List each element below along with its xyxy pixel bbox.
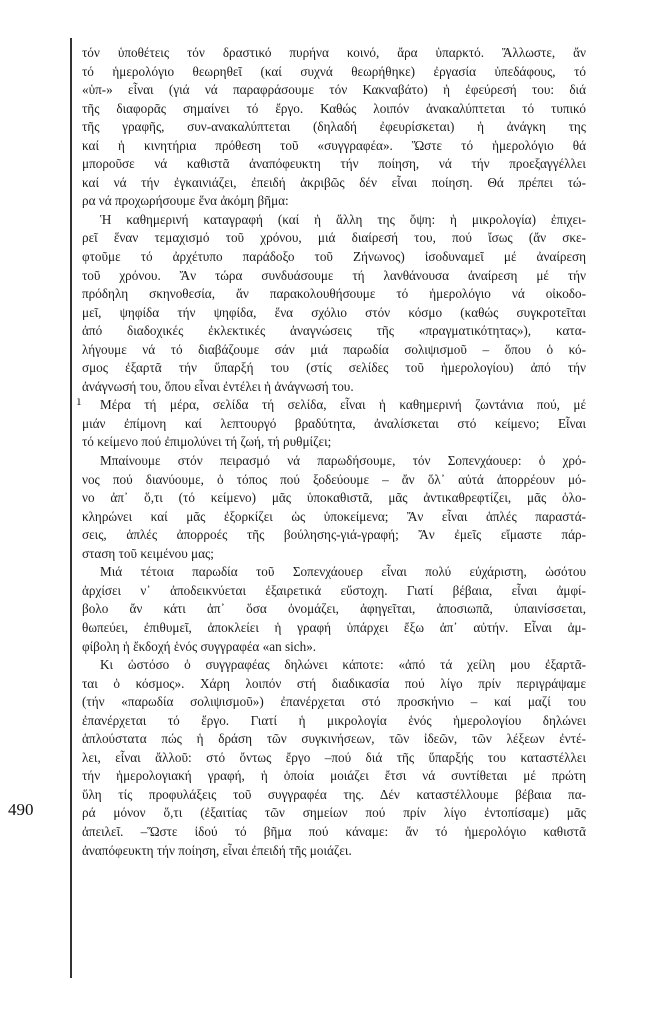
text-line: τό κείμενο πού ἐπιμολύνει τή ζωή, τή ρυθμίζει; (82, 434, 332, 450)
text-line: σταση τοῦ κειμένου μας; (82, 545, 214, 561)
text-line: Μιά τέτοια παρωδία τοῦ Σοπενχάουερ εἶναι πολύ εὐχάριστη, ὡσότου (100, 564, 586, 580)
text-line: λήγουμε νά τό διαβάζουμε σάν μιά παρωδία σολιψισμοῦ – ὅπου ὁ κό- (82, 341, 586, 357)
text-line: μεῖ, ψηφίδα τήν ψηφίδα, ἕνα σχόλιο στόν κόσμο (καθώς συγκροτεῖται (82, 304, 586, 320)
text-line: «ὑπ-» εἶναι (γιά νά παραφράσουμε τόν Κακναβάτο) ἡ ἐφεύρεσή του: διά (82, 82, 586, 98)
text-line: καί νά τήν ἐγκαινιάζει, ἐπειδή ἀκριβῶς δέν εἶναι ποίηση. Θά πρέπει τώ- (82, 174, 586, 190)
text-line: θωπεύει, ἐπιθυμεῖ, ἀποκλείει ἡ γραφή ὑπάρχει ἔξω ἀπ᾽ αὐτήν. Εἶναι ἀμ- (82, 619, 586, 635)
text-line: Μέρα τή μέρα, σελίδα τή σελίδα, εἶναι ἡ καθημερινή ζωντάνια πού, μέ (100, 397, 586, 413)
text-line: καί ἡ κινητήρια πρόθεση τοῦ «συγγραφέα». Ὥστε τό ἡμερολόγιο θά (82, 137, 586, 153)
text-line: τῆς διαφορᾶς σημαίνει τό ἔργο. Καθώς λοιπόν ἀνακαλύπτεται τό τυπικό (82, 100, 586, 116)
text-line: κληρώνει καί μᾶς ἐξορκίζει ὡς ὑποκείμενα; Ἄν εἶναι ἁπλές παραστά- (82, 508, 586, 524)
text-line: ὕλη τίς προφυλάξεις τοῦ συγγραφέα της. Δέν καταστέλλουμε βέβαια πα- (82, 786, 586, 802)
text-line: ρα νά προχωρήσουμε ἕνα ἀκόμη βῆμα: (82, 193, 289, 209)
text-line: (τήν «παρωδία σολιψισμοῦ») ἐπανέρχεται στό προσκήνιο – καί μαζί του (82, 694, 586, 710)
text-line: φίβολη ἡ ἔκδοχή ἑνός συγγραφέα «an sich». (82, 638, 317, 654)
text-line: ται ὁ κόσμος». Χάρη λοιπόν στή διαδικασία πού λίγο πρίν περιγράψαμε (82, 675, 586, 691)
text-line: ἁπλούστατα πώς ἡ δράση τῶν συγκινήσεων, τῶν ἰδεῶν, τῶν λέξεων ἐντέ- (82, 731, 586, 747)
text-line: Κι ὡστόσο ὁ συγγραφέας δηλώνει κάποτε: «ἀπό τά χείλη μου ἐξαρτᾶ- (100, 657, 586, 673)
text-line: μιάν ἐπίμονη καί λεπτουργό βραδύτητα, ἀναλίσκεται στό κείμενο; Εἶναι (82, 415, 586, 431)
text-line: ἀπό διαδοχικές ἐκλεκτικές ἀναγνώσεις τῆς «πραγματικότητας»), κατα- (82, 323, 586, 339)
text-line: βολο ἄν κάτι ἀπ᾽ ὅσα ὀνομάζει, ἀφηγεῖται, ἀποσιωπᾶ, ὑπαινίσσεται, (82, 601, 586, 617)
text-line: νος πού διανύουμε, ὁ τόπος πού ξοδεύουμε – ἄν ὅλ᾽ αὐτά ἀπορρέουν μό- (82, 471, 586, 487)
text-line: Μπαίνουμε στόν πειρασμό νά παρωδήσουμε, τόν Σοπενχάουερ: ὁ χρό- (100, 453, 586, 469)
text-line: νο ἀπ᾽ ὅ,τι (τό κείμενο) μᾶς ὑποκαθιστᾶ, μᾶς ἀντικαθρεφτίζει, μᾶς ὁλο- (82, 490, 586, 506)
text-line: τήν ἡμερολογιακή γραφή, ἡ ὁποία μοιάζει ἔτσι νά συντίθεται μέ πρώτη (82, 768, 586, 784)
text-line: μποροῦσε νά καθιστᾶ ἀναπόφευκτη τήν ποίηση, νά τήν προεξαγγέλλει (82, 156, 586, 172)
text-line: τό ἡμερολόγιο θεωρηθεῖ (καί συχνά θεωρήθηκε) ἐργασία ὑπεδάφους, τό (82, 63, 586, 79)
text-line: ἐπανέρχεται τό ἔργο. Γιατί ἡ μικρολογία ἑνός ἡμερολογίου δηλώνει (82, 712, 586, 728)
text-line: σεις, ἁπλές ἀπορροές τῆς βούλησης-γιά-γραφή; Ἄν ἐμεῖς εἴμαστε πάρ- (82, 527, 586, 543)
text-line: τῆς γραφῆς, συν-ανακαλύπτεται (δηλαδή ἐφευρίσκεται) ἡ ἀνάγκη της (82, 119, 586, 135)
text-line: ἀρχίσει ν᾽ ἀποδεικνύεται ἐξαιρετικά εὔστοχη. Γιατί βέβαια, εἶναι ἀμφί- (82, 582, 586, 598)
text-line: πρόδηλη σκηνοθεσία, ἄν παρακολουθήσουμε τό ἡμερολόγιο νά οἰκοδο- (82, 286, 586, 302)
text-line: ρά μόνον ὅ,τι (ἐξαιτίας τῶν σημείων πού πρίν λίγο ἐντοπίσαμε) μᾶς (82, 805, 586, 821)
text-line: τοῦ χρόνου. Ἄν τώρα συνδυάσουμε τή λανθάνουσα ἀναίρεση μέ τήν (82, 267, 586, 283)
text-line: φτοῦμε τό ἀρχέτυπο παράδοξο τοῦ Ζήνωνος) ἰσοδυναμεῖ μέ ἀναίρεση (82, 249, 586, 265)
margin-rule (70, 38, 72, 978)
text-line: σμος ἐξαρτᾶ τήν ὕπαρξή του (στίς σελίδες τοῦ ἡμερολογίου) ἀπό τήν (82, 360, 586, 376)
text-line: ἀναπόφευκτη τήν ποίηση, εἶναι ἐπειδή τῆς μοιάζει. (82, 842, 352, 858)
body-text (82, 44, 586, 860)
text-line: ρεῖ ἕναν τεμαχισμό τοῦ χρόνου, μιά διαίρεσή του, πού ἴσως (ἄν σκε- (82, 230, 586, 246)
text-line: ἀπειλεῖ. –Ὥστε ἰδού τό βῆμα πού κάναμε: ἄν τό ἡμερολόγιο καθιστᾶ (82, 823, 586, 839)
text-line: ἀνάγνωσή του, ὅπου εἶναι ἐντέλει ἡ ἀνάγνωσή του. (82, 378, 354, 394)
text-line: λει, εἶναι ἄλλοῦ: στό ὄντως ἔργο –πού διά τῆς ὕπαρξής του καταστέλλει (82, 749, 586, 765)
page-number: 490 (8, 800, 34, 819)
text-line: Ἡ καθημερινή καταγραφή (καί ἡ ἄλλη της ὄψη: ἡ μικρολογία) ἐπιχει- (100, 211, 586, 227)
margin-mark: ı (77, 394, 81, 408)
text-line: τόν ὑποθέτεις τόν δραστικό πυρήνα κοινό, ἄρα ὑπαρκτό. Ἄλλωστε, ἄν (82, 45, 586, 60)
